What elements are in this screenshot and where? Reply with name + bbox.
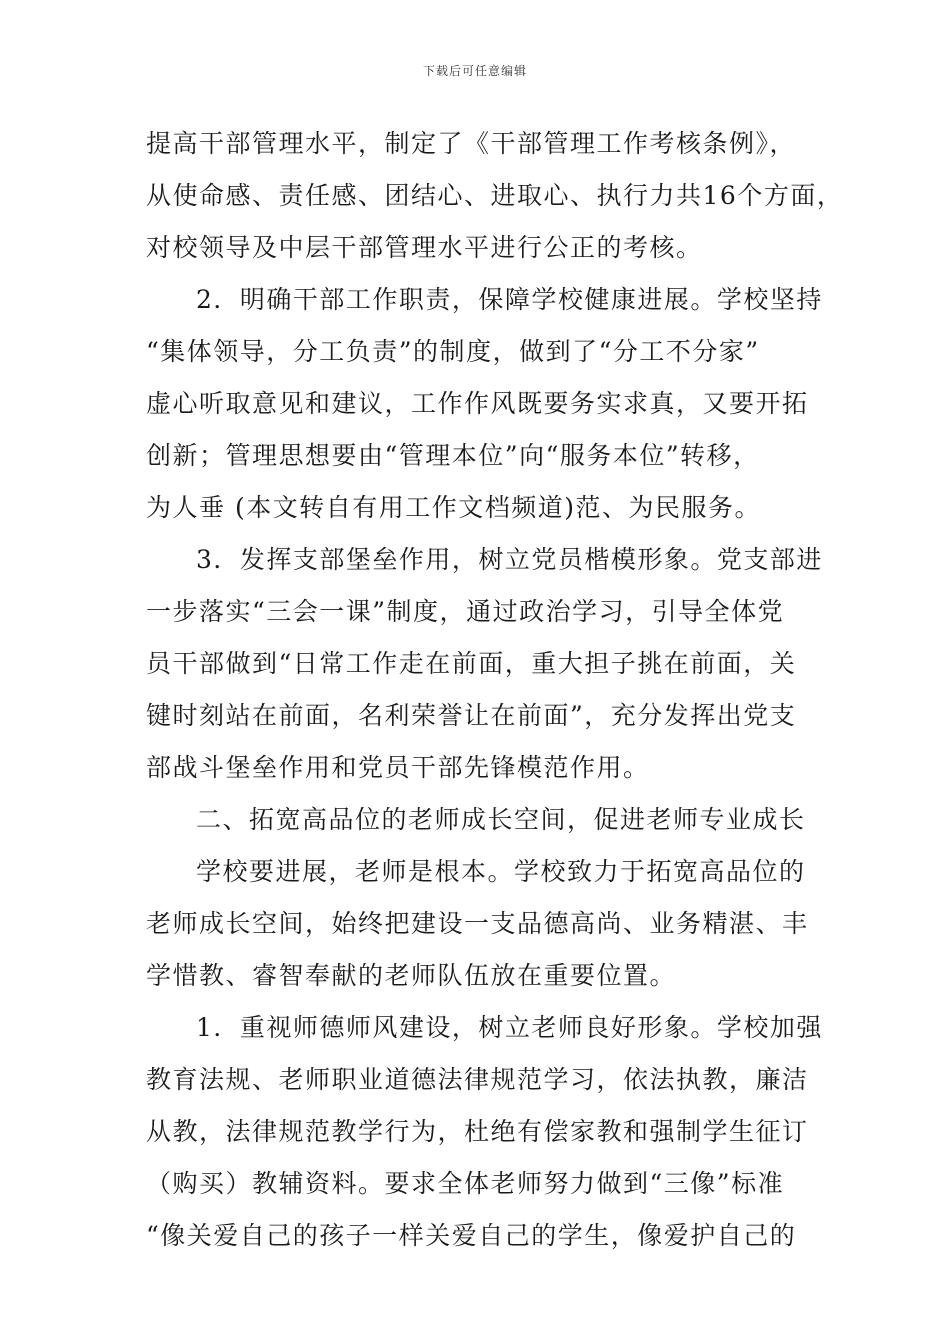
text-line: （购买）教辅资料。要求全体老师努力做到“三像”标准: [146, 1169, 785, 1198]
text-line: 学惜教、睿智奉献的老师队伍放在重要位置。: [146, 961, 677, 990]
text-line: 从使命感、责任感、团结心、进取心、执行力共16个方面，: [146, 181, 844, 210]
text-line: “像关爱自己的孩子一样关爱自己的学生，像爱护自己的: [146, 1221, 797, 1250]
text-line: “集体领导，分工负责”的制度，做到了“分工不分家”: [146, 337, 760, 366]
text-line: 虚心听取意见和建议，工作作风既要务实求真，又要开拓: [146, 389, 809, 418]
text-line: 对校领导及中层干部管理水平进行公正的考核。: [146, 233, 703, 262]
section-heading: 二、拓宽高品位的老师成长空间，促进老师专业成长: [196, 805, 806, 834]
text-line: 老师成长空间，始终把建设一支品德高尚、业务精湛、丰: [146, 909, 809, 938]
text-line: 部战斗堡垒作用和党员干部先锋模范作用。: [146, 753, 650, 782]
text-line: 键时刻站在前面，名利荣誉让在前面”，充分发挥出党支: [146, 701, 797, 730]
text-line: 2．明确干部工作职责，保障学校健康进展。学校坚持: [196, 285, 823, 314]
text-line: 为人垂 (本文转自有用工作文档频道)范、为民服务。: [146, 493, 761, 522]
text-line: 3．发挥支部堡垒作用，树立党员楷模形象。党支部进: [196, 545, 823, 574]
text-line: 从教，法律规范教学行为，杜绝有偿家教和强制学生征订: [146, 1117, 809, 1146]
document-body: [146, 118, 844, 1262]
header-note: 下载后可任意编辑: [422, 64, 527, 78]
text-line: 一步落实“三会一课”制度，通过政治学习，引导全体党: [146, 597, 785, 626]
text-line: 提高干部管理水平，制定了《干部管理工作考核条例》，: [146, 129, 797, 158]
text-line: 教育法规、老师职业道德法律规范学习，依法执教，廉洁: [146, 1065, 809, 1094]
text-line: 学校要进展，老师是根本。学校致力于拓宽高品位的: [196, 857, 806, 886]
text-line: 员干部做到“日常工作走在前面，重大担子挑在前面，关: [146, 649, 797, 678]
text-line: 1．重视师德师风建设，树立老师良好形象。学校加强: [196, 1013, 823, 1042]
text-line: 创新；管理思想要由“管理本位”向“服务本位”转移，: [146, 441, 760, 470]
